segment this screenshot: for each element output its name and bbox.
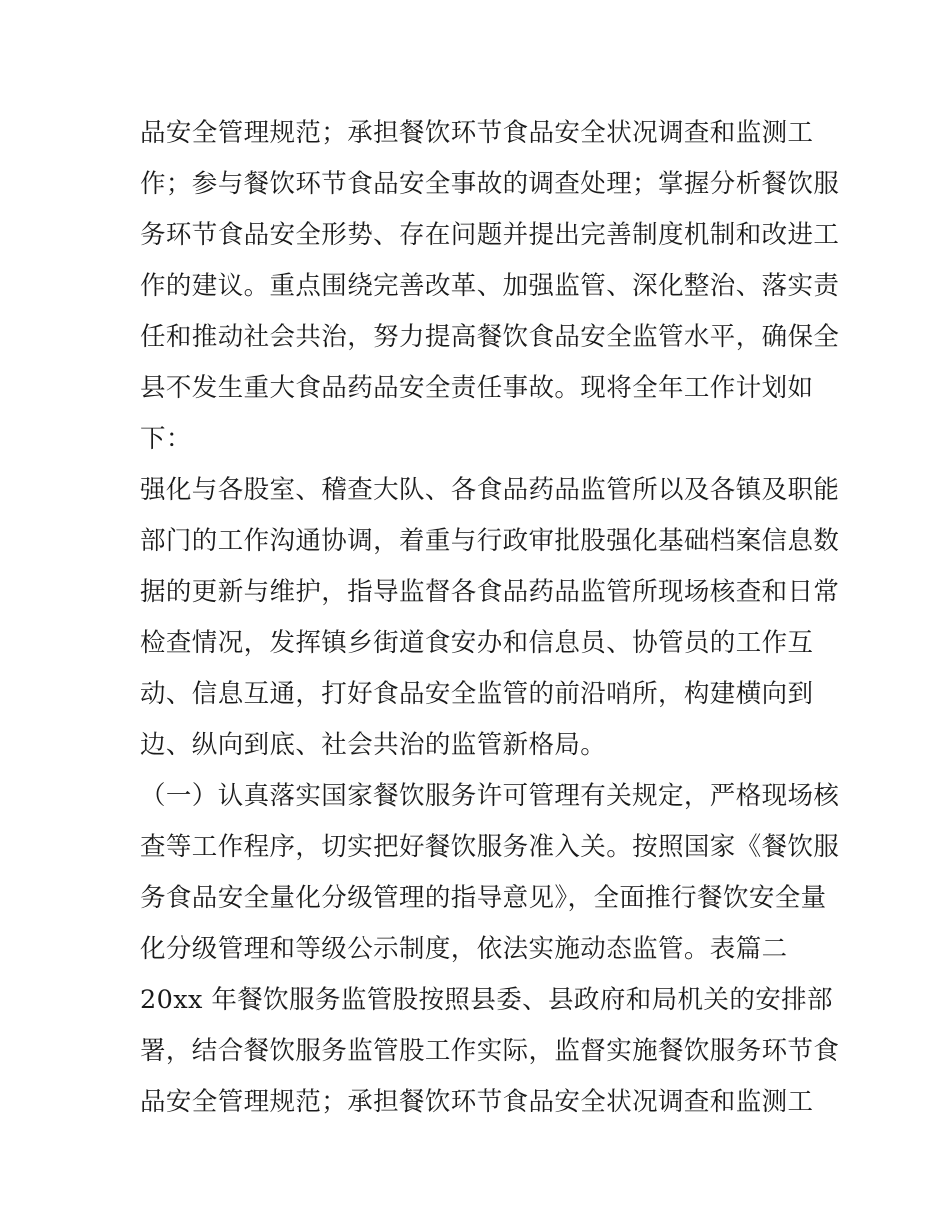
text-line: 务食品安全量化分级管理的指导意见》，全面推行餐饮安全量 — [140, 883, 827, 913]
text-line: （一）认真落实国家餐饮服务许可管理有关规定，严格现场核 — [140, 781, 840, 811]
text-line: 下： — [140, 424, 192, 454]
text-line: 品安全管理规范；承担餐饮环节食品安全状况调查和监测工 — [140, 118, 814, 148]
text-line: 检查情况，发挥镇乡街道食安办和信息员、协管员的工作互 — [140, 628, 814, 658]
text-line: 化分级管理和等级公示制度，依法实施动态监管。表篇二 — [140, 934, 788, 964]
text-line: 20xx 年餐饮服务监管股按照县委、县政府和局机关的安排部 — [140, 985, 833, 1015]
text-line: 作；参与餐饮环节食品安全事故的调查处理；掌握分析餐饮服 — [140, 169, 840, 199]
text-line: 品安全管理规范；承担餐饮环节食品安全状况调查和监测工 — [140, 1087, 814, 1117]
text-line: 强化与各股室、稽查大队、各食品药品监管所以及各镇及职能 — [140, 475, 840, 505]
text-line: 署，结合餐饮服务监管股工作实际，监督实施餐饮服务环节食 — [140, 1036, 840, 1066]
text-line: 县不发生重大食品药品安全责任事故。现将全年工作计划如 — [140, 373, 814, 403]
body-text — [140, 108, 840, 1128]
text-line: 查等工作程序，切实把好餐饮服务准入关。按照国家《餐饮服 — [140, 832, 840, 862]
text-line: 务环节食品安全形势、存在问题并提出完善制度机制和改进工 — [140, 220, 840, 250]
text-line: 动、信息互通，打好食品安全监管的前沿哨所，构建横向到 — [140, 679, 814, 709]
text-line: 据的更新与维护，指导监督各食品药品监管所现场核查和日常 — [140, 577, 840, 607]
text-line: 任和推动社会共治，努力提高餐饮食品安全监管水平，确保全 — [140, 322, 840, 352]
text-line: 边、纵向到底、社会共治的监管新格局。 — [140, 730, 607, 760]
text-line: 作的建议。重点围绕完善改革、加强监管、深化整治、落实责 — [140, 271, 840, 301]
text-line: 部门的工作沟通协调，着重与行政审批股强化基础档案信息数 — [140, 526, 840, 556]
